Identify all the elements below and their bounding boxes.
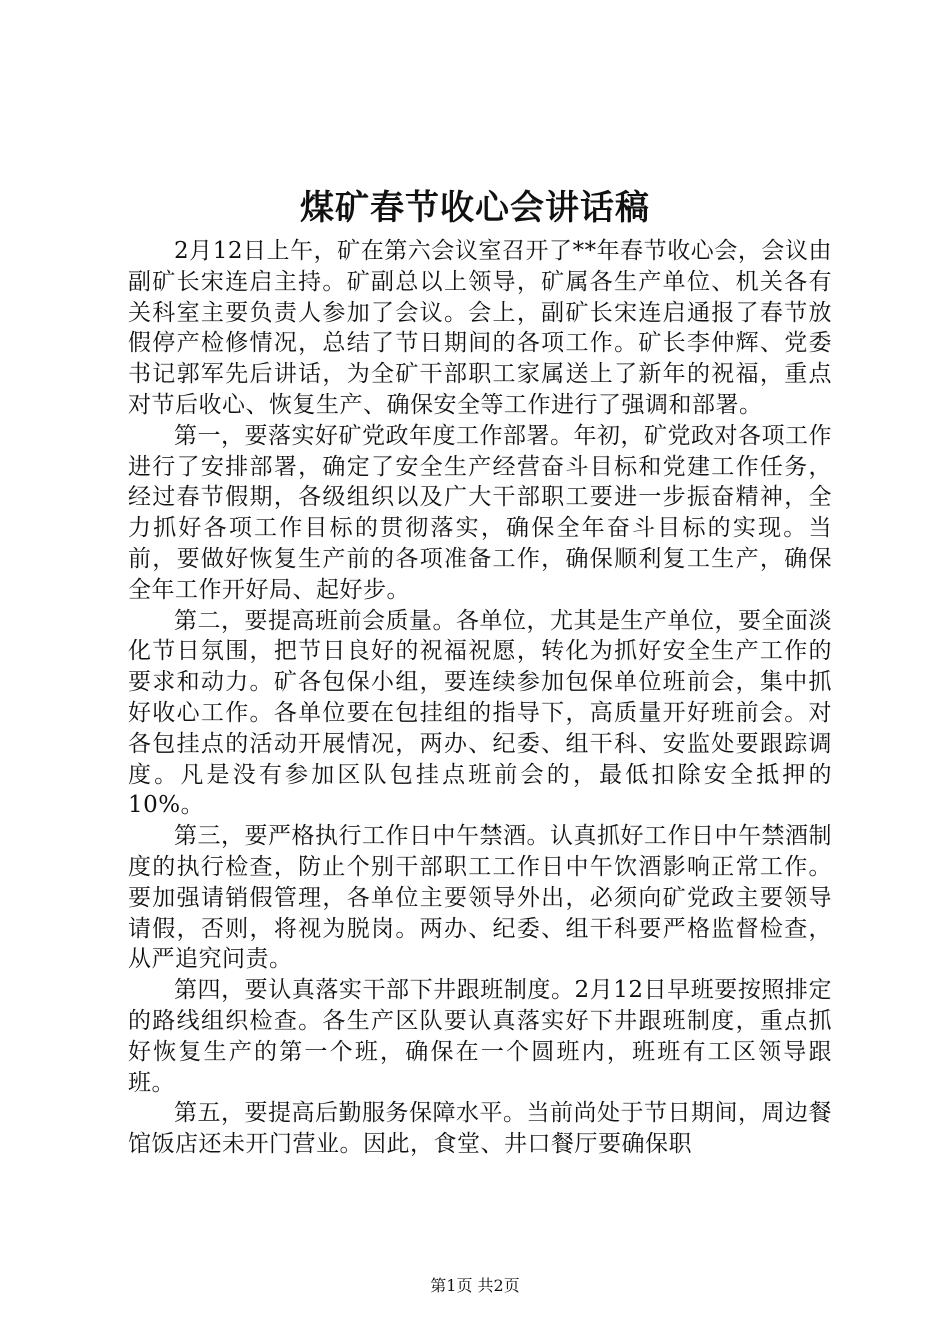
paragraph-first: 第一，要落实好矿党政年度工作部署。年初，矿党政对各项工作进行了安排部署，确定了安全生产经营奋斗目标和党建工作任务，经过春节假期，各级组织以及广大干部职工要进一步振奋精神，全力抓好各项工作目标的贯彻落实，确保全年奋斗目标的实现。当前，要做好恢复生产前的各项准备工作，确保顺利复工生产，确保全年工作开好局、起好步。 (128, 422, 832, 603)
paragraph-fourth: 第四，要认真落实干部下井跟班制度。2月12日早班要按照排定的路线组织检查。各生产区队要认真落实好下井跟班制度，重点抓好恢复生产的第一个班，确保在一个圆班内，班班有工区领导跟班。 (128, 977, 832, 1096)
document-title: 煤矿春节收心会讲话稿 (300, 188, 650, 228)
document-body (128, 236, 832, 1160)
paragraph-fifth: 第五，要提高后勤服务保障水平。当前尚处于节日期间，周边餐馆饭店还未开门营业。因此，食堂、井口餐厅要确保职 (128, 1100, 832, 1158)
paragraph-intro: 2月12日上午，矿在第六会议室召开了**年春节收心会，会议由副矿长宋连启主持。矿副总以上领导，矿属各生产单位、机关各有关科室主要负责人参加了会议。会上，副矿长宋连启通报了春节放假停产检修情况，总结了节日期间的各项工作。矿长李仲辉、党委书记郭军先后讲话，为全矿干部职工家属送上了新年的祝福，重点对节后收心、恢复生产、确保安全等工作进行了强调和部署。 (128, 238, 832, 418)
page-number-footer: 第1页 共2页 (430, 1276, 520, 1295)
paragraph-second: 第二，要提高班前会质量。各单位，尤其是生产单位，要全面淡化节日氛围，把节日良好的祝福祝愿，转化为抓好安全生产工作的要求和动力。矿各包保小组，要连续参加包保单位班前会，集中抓好收心工作。各单位要在包挂组的指导下，高质量开好班前会。对各包挂点的活动开展情况，两办、纪委、组干科、安监处要跟踪调度。凡是没有参加区队包挂点班前会的，最低扣除安全抵押的10%。 (128, 607, 832, 819)
paragraph-third: 第三，要严格执行工作日中午禁酒。认真抓好工作日中午禁酒制度的执行检查，防止个别干部职工工作日中午饮酒影响正常工作。要加强请销假管理，各单位主要领导外出，必须向矿党政主要领导请假，否则，将视为脱岗。两办、纪委、组干科要严格监督检查，从严追究问责。 (128, 823, 832, 973)
